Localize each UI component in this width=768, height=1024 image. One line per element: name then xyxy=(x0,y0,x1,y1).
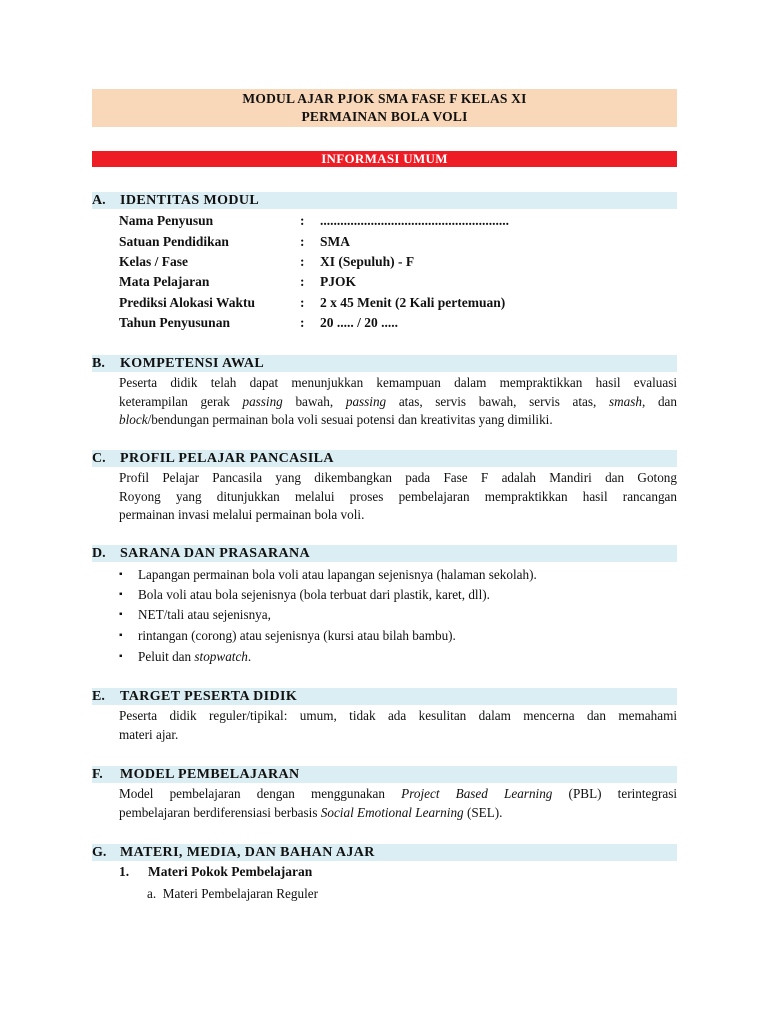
section-letter: F. xyxy=(92,767,103,782)
bullet-icon: ▪ xyxy=(119,630,123,641)
identity-colon: : xyxy=(300,274,305,289)
identity-key: Prediksi Alokasi Waktu xyxy=(119,295,256,310)
section-title: TARGET PESERTA DIDIK xyxy=(120,689,298,704)
list-number: 1. xyxy=(119,864,130,879)
text-line: materi ajar. xyxy=(119,726,179,742)
identity-value: ........................................................ xyxy=(320,213,509,228)
text-line: pembelajaran berdiferensiasi berbasis Social Emotional Learning (SEL). xyxy=(119,804,503,820)
identity-value: PJOK xyxy=(320,274,356,289)
section-letter: A. xyxy=(92,193,106,208)
section-title: IDENTITAS MODUL xyxy=(120,193,260,208)
identity-value: 2 x 45 Menit (2 Kali pertemuan) xyxy=(320,295,506,310)
identity-value: 20 ..... / 20 ..... xyxy=(320,315,399,330)
identity-key: Satuan Pendidikan xyxy=(119,234,229,249)
list-item-text: Peluit dan stopwatch. xyxy=(138,649,252,664)
materi-reguler-item xyxy=(147,885,318,903)
text-line: block/bendungan permainan bola voli sesuai potensi dan kreativitas yang dimiliki. xyxy=(119,412,553,427)
section-title: MODEL PEMBELAJARAN xyxy=(120,767,300,782)
list-item-text: Lapangan permainan bola voli atau lapangan sejenisnya (halaman sekolah). xyxy=(138,567,537,582)
text-line: Peserta didik telah dapat menunjukkan kemampuan dalam mempraktikkan hasil evaluasi xyxy=(119,375,677,390)
document-title-line1: MODUL AJAR PJOK SMA FASE F KELAS XI xyxy=(242,91,527,106)
identity-row xyxy=(119,272,679,292)
identity-colon: : xyxy=(300,254,305,269)
section-letter: D. xyxy=(92,546,106,561)
identity-colon: : xyxy=(300,213,305,228)
section-a-header xyxy=(92,192,677,209)
list-item-text: Bola voli atau bola sejenisnya (bola terbuat dari plastik, karet, dll). xyxy=(138,587,490,602)
list-item-text: NET/tali atau sejenisnya, xyxy=(138,607,271,622)
section-title: SARANA DAN PRASARANA xyxy=(120,546,311,561)
identity-row xyxy=(119,252,679,272)
target-peserta-text xyxy=(119,707,677,744)
list-item-text: Materi Pembelajaran Reguler xyxy=(162,886,319,901)
identity-colon: : xyxy=(300,315,305,330)
informasi-umum-banner: INFORMASI UMUM xyxy=(92,151,677,167)
identity-colon: : xyxy=(300,295,305,310)
list-item-text: rintangan (corong) atau sejenisnya (kursi atau bilah bambu). xyxy=(138,628,456,643)
text-line: Royong yang ditunjukkan melalui proses pembelajaran mempraktikkan hasil rancangan xyxy=(119,488,677,504)
list-heading-text: Materi Pokok Pembelajaran xyxy=(148,864,313,879)
model-pembelajaran-text xyxy=(119,785,677,822)
list-item xyxy=(119,605,679,625)
list-item xyxy=(119,626,679,646)
section-letter: B. xyxy=(92,356,105,371)
text-line: keterampilan gerak passing bawah, passing atas, servis bawah, servis atas, smash, dan xyxy=(119,393,678,409)
bullet-icon: ▪ xyxy=(119,569,123,580)
identity-row xyxy=(119,313,679,333)
kompetensi-awal-text xyxy=(119,374,677,430)
text-line: Peserta didik reguler/tipikal: umum, tidak ada kesulitan dalam mencerna dan memahami xyxy=(119,708,677,723)
identity-key: Tahun Penyusunan xyxy=(119,315,230,330)
identity-key: Mata Pelajaran xyxy=(119,274,210,289)
section-letter: C. xyxy=(92,451,106,466)
identity-colon: : xyxy=(300,234,305,249)
text-line: permainan invasi melalui permainan bola voli. xyxy=(119,507,365,522)
identity-key: Kelas / Fase xyxy=(119,254,188,269)
bullet-icon: ▪ xyxy=(119,651,123,662)
section-letter: G. xyxy=(92,845,107,860)
list-item xyxy=(119,565,679,585)
section-title: PROFIL PELAJAR PANCASILA xyxy=(120,451,334,466)
profil-pelajar-text xyxy=(119,469,677,525)
section-e-header xyxy=(92,688,677,705)
section-c-header xyxy=(92,450,677,467)
text-line: Profil Pelajar Pancasila yang dikembangkan pada Fase F adalah Mandiri dan Gotong xyxy=(119,470,677,485)
identity-value: SMA xyxy=(320,234,350,249)
section-f-header xyxy=(92,766,677,783)
list-item xyxy=(119,647,679,667)
document-title-box xyxy=(92,89,677,127)
section-title: MATERI, MEDIA, DAN BAHAN AJAR xyxy=(120,845,375,860)
bullet-icon: ▪ xyxy=(119,609,123,620)
section-b-header xyxy=(92,355,677,372)
identity-value: XI (Sepuluh) - F xyxy=(320,254,415,269)
section-g-header xyxy=(92,844,677,861)
text-line: Model pembelajaran dengan menggunakan Project Based Learning (PBL) terintegrasi xyxy=(119,786,677,801)
document-title-line2: PERMAINAN BOLA VOLI xyxy=(301,109,468,124)
section-letter: E. xyxy=(92,689,105,704)
identity-row xyxy=(119,211,679,231)
identity-key: Nama Penyusun xyxy=(119,213,214,228)
section-title: KOMPETENSI AWAL xyxy=(120,356,265,371)
identity-row xyxy=(119,232,679,252)
identity-row xyxy=(119,293,679,313)
list-item xyxy=(119,585,679,605)
section-d-header xyxy=(92,545,677,562)
list-letter: a. xyxy=(147,886,157,901)
bullet-icon: ▪ xyxy=(119,589,123,600)
